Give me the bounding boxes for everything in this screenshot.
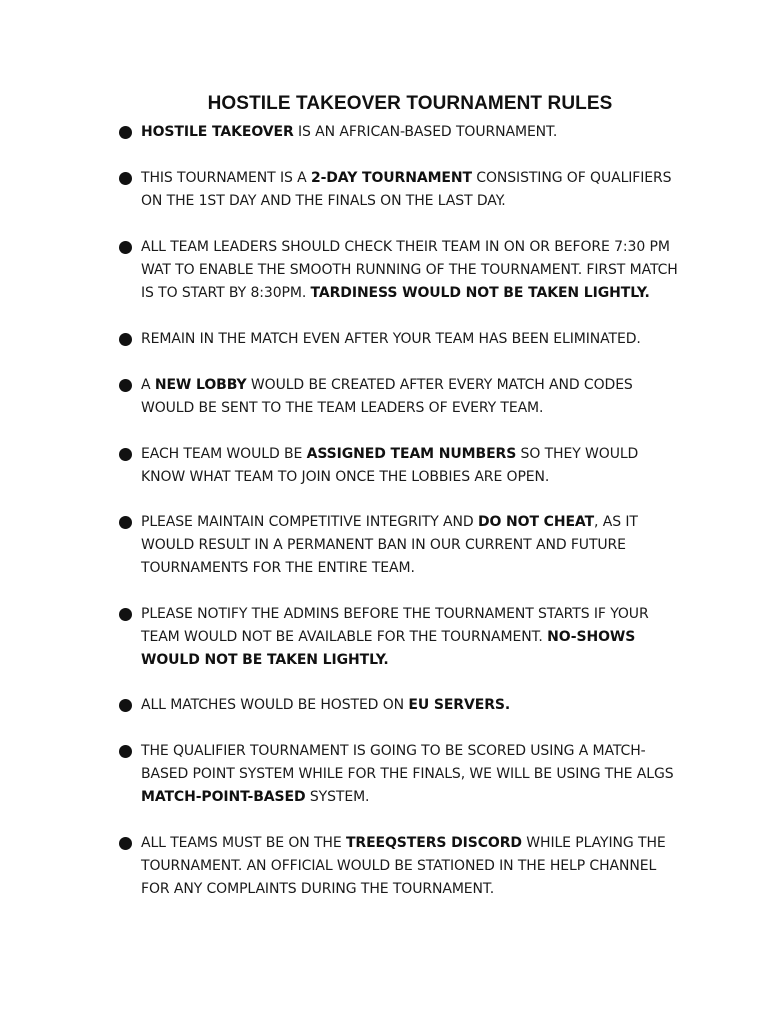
rule-text-segment: ALL TEAMS MUST BE ON THE <box>141 835 346 851</box>
rule-text-segment: SO THEY WOULD KNOW WHAT TEAM TO JOIN ONCE THE LOBBIES ARE OPEN. <box>141 446 639 485</box>
rule-text-segment: , AS IT WOULD RESULT IN A PERMANENT BAN IN OUR CURRENT AND FUTURE TOURNAMENTS FOR THE ENTIRE TEAM. <box>141 514 638 576</box>
rule-emphasis: NO-SHOWS WOULD NOT BE TAKEN LIGHTLY. <box>141 629 636 668</box>
rule-text <box>141 328 686 351</box>
rule-emphasis: ASSIGNED TEAM NUMBERS <box>306 446 517 462</box>
bullet-icon <box>119 448 132 461</box>
bullet-icon <box>119 745 132 758</box>
rule-text-segment: WHILE PLAYING THE TOURNAMENT. AN OFFICIAL WOULD BE STATIONED IN THE HELP CHANNEL FOR ANY COMPLAINTS DURING THE TOURNAMENT. <box>141 835 666 897</box>
rule-text-segment: PLEASE MAINTAIN COMPETITIVE INTEGRITY AND <box>141 514 478 530</box>
rule-text-segment: ALL TEAM LEADERS SHOULD CHECK THEIR TEAM IN ON OR BEFORE 7:30 PM WAT TO ENABLE THE SMOOTH RUNNING OF THE TOURNAMENT. FIRST MATCH IS TO START BY 8:30PM. <box>141 239 678 301</box>
bullet-icon <box>119 333 132 346</box>
rule-text <box>141 443 686 489</box>
rule-emphasis: HOSTILE TAKEOVER <box>141 124 294 140</box>
bullet-icon <box>119 516 132 529</box>
rule-text <box>141 167 686 213</box>
rule-text-segment: EACH TEAM WOULD BE <box>141 446 307 462</box>
bullet-icon <box>119 172 132 185</box>
rule-text-segment: THIS TOURNAMENT IS A <box>141 170 311 186</box>
rule-emphasis: NEW LOBBY <box>154 377 247 393</box>
rule-text <box>141 511 686 580</box>
rule-emphasis: EU SERVERS. <box>408 697 511 713</box>
bullet-icon <box>119 379 132 392</box>
rule-text-segment: THE QUALIFIER TOURNAMENT IS GOING TO BE SCORED USING A MATCH-BASED POINT SYSTEM WHILE FOR THE FINALS, WE WILL BE USING THE ALGS <box>141 743 674 782</box>
rule-text-segment: IS AN AFRICAN-BASED TOURNAMENT. <box>293 124 558 140</box>
bullet-icon <box>119 241 132 254</box>
bullet-icon <box>119 126 132 139</box>
rule-text <box>141 832 686 901</box>
rule-text <box>141 374 686 420</box>
rule-text-segment: A <box>141 377 155 393</box>
rule-emphasis: 2-DAY TOURNAMENT <box>310 170 472 186</box>
rule-text-segment: PLEASE NOTIFY THE ADMINS BEFORE THE TOURNAMENT STARTS IF YOUR TEAM WOULD NOT BE AVAILABLE FOR THE TOURNAMENT. <box>141 606 649 645</box>
bullet-icon <box>119 837 132 850</box>
rule-emphasis: DO NOT CHEAT <box>477 514 595 530</box>
rule-emphasis: MATCH-POINT-BASED <box>141 789 306 805</box>
bullet-icon <box>119 699 132 712</box>
page-title: HOSTILE TAKEOVER TOURNAMENT RULES <box>207 93 613 114</box>
rule-text-segment: ALL MATCHES WOULD BE HOSTED ON <box>141 697 409 713</box>
rule-text-segment: CONSISTING OF QUALIFIERS ON THE 1ST DAY AND THE FINALS ON THE LAST DAY. <box>141 170 672 209</box>
rule-text-segment: WOULD BE CREATED AFTER EVERY MATCH AND CODES WOULD BE SENT TO THE TEAM LEADERS OF EVERY TEAM. <box>141 377 633 416</box>
rule-emphasis: TREEQSTERS DISCORD <box>345 835 522 851</box>
rule-emphasis: TARDINESS WOULD NOT BE TAKEN LIGHTLY. <box>310 285 650 301</box>
bullet-icon <box>119 608 132 621</box>
rule-text <box>141 694 686 717</box>
rule-text-segment: REMAIN IN THE MATCH EVEN AFTER YOUR TEAM HAS BEEN ELIMINATED. <box>141 331 641 347</box>
rule-text-segment: SYSTEM. <box>305 789 370 805</box>
rule-text <box>141 236 686 305</box>
rule-text <box>141 603 686 672</box>
rule-text <box>141 740 686 809</box>
rule-text <box>141 121 686 144</box>
